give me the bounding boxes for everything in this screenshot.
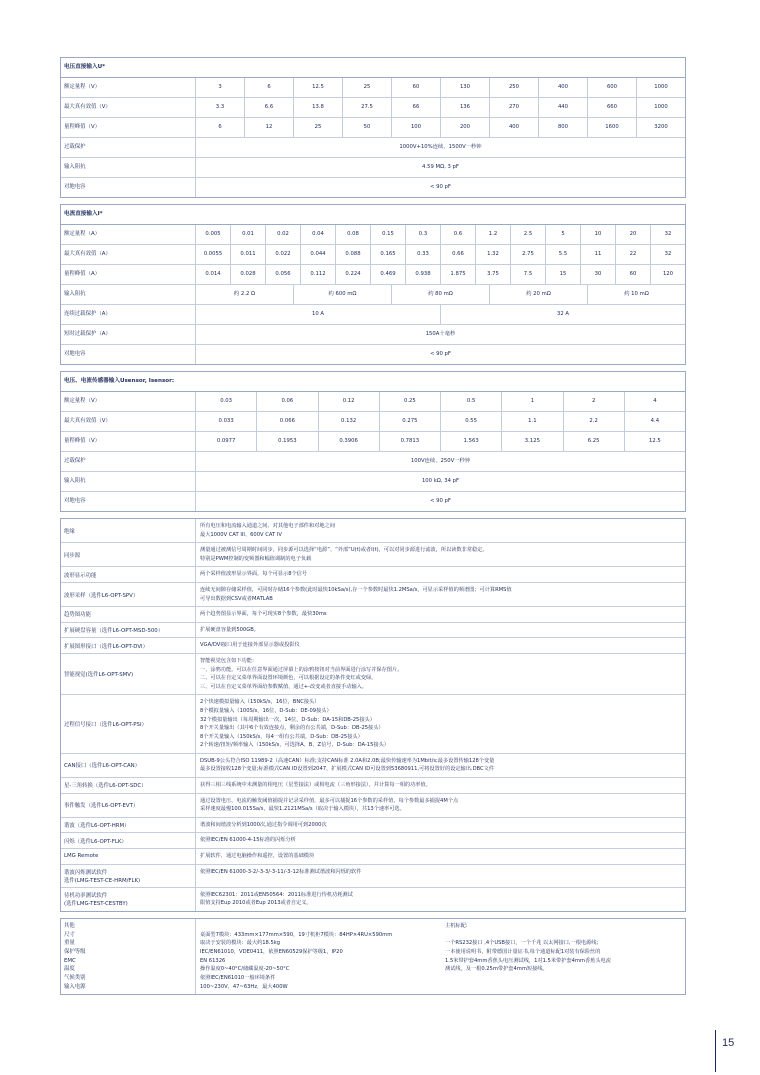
table-cell: 0.7813 (380, 432, 441, 451)
row-label: 量程峰值（V） (61, 432, 196, 451)
impedance-value: 100 kΩ, 34 pF (421, 478, 460, 484)
table-cell: 660 (588, 98, 637, 117)
table-cell: 1600 (588, 118, 637, 137)
table-cell: 3 (196, 78, 245, 97)
short-overload-value: 150A十毫秒 (425, 331, 456, 337)
kit-line: 一个RS232接口 ,4个USB接口，一个千兆 以太网接口,一根电源线; (445, 940, 599, 947)
row-label: 过载保护 (61, 452, 196, 471)
feature-description (196, 654, 685, 694)
feature-label: 事件触发（选件L6-OPT-EVT） (61, 794, 196, 817)
table-cell: 270 (490, 98, 539, 117)
table-cell: 4 (653, 398, 657, 404)
kit-line: 测试线，及一根0.25m带护套4mm短接线。 (445, 966, 548, 973)
table-cell: 12 (245, 118, 294, 137)
table-cell: 0.132 (319, 412, 380, 431)
table-cell: 0.3906 (319, 432, 380, 451)
table-row (61, 472, 685, 492)
feature-label: 闪烁（选件L6-OPT-FLK） (61, 833, 196, 848)
current-input-table (60, 204, 686, 365)
misc-value: 依照IEC/EN61010一般环境条件 (200, 975, 276, 982)
table-cell: 0.275 (380, 412, 441, 431)
table-row (61, 118, 685, 138)
feature-description (196, 833, 685, 848)
table-cell: 60 (616, 265, 651, 284)
table-cell: 10 (581, 225, 616, 244)
feature-line: 谐波和间谐波分析到1000次,通过指令调用可到2000次 (200, 821, 327, 828)
table-row (61, 285, 685, 305)
feature-line: 8个开关量输入（150kS/s，每4一组有公共端，D-Sub：DB-25接头） (200, 733, 363, 740)
table-cell: 6.25 (564, 432, 625, 451)
page-number-divider (715, 1030, 716, 1072)
feature-line: 依照IEC/EN 61000-4-15标准的闪烁分析 (200, 837, 296, 844)
table-cell: 0.224 (336, 265, 371, 284)
feature-description (196, 888, 685, 911)
table-cell: 约 80 mΩ (392, 285, 490, 304)
table-cell: 1.875 (441, 265, 476, 284)
misc-label: 输入电源 (64, 983, 86, 990)
feature-row (61, 833, 685, 849)
table-cell: 100 (392, 118, 441, 137)
misc-table (60, 918, 686, 996)
feature-row (61, 623, 685, 639)
feature-label: 谐波闪烁测试软件 选件(LMG-TEST-CE-HRM/FLK) (61, 865, 196, 887)
table-cell: 60 (392, 78, 441, 97)
table-cell: 约 10 mΩ (624, 291, 649, 297)
table-cell: 0.938 (406, 265, 441, 284)
table-cell: 136 (441, 98, 490, 117)
row-label: 额定量程（A） (61, 225, 196, 244)
row-label: 短时过载保护（A） (61, 325, 196, 344)
feature-label: 谐波（选件L6-OPT-HRM） (61, 818, 196, 833)
feature-line: 所有电压和电流输入通道之间、对其他电子部件和对地之间 (200, 523, 335, 529)
table-cell: 0.66 (441, 245, 476, 264)
row-label: 输入阻抗 (61, 472, 196, 491)
table-row (61, 225, 685, 245)
impedance-cells (196, 285, 685, 304)
kit-line: 1.5米带护套4mm香蕉头电压测试线，1对1.5米带护套4mm香蕉头电流 (445, 957, 611, 964)
table-row (61, 138, 685, 158)
misc-values (196, 919, 441, 995)
feature-row (61, 849, 685, 865)
misc-value: IEC/EN61010，VDE0411，依照EN60529保护等级1，IP20 (200, 948, 343, 955)
table-cell: 12.5 (294, 78, 343, 97)
impedance-value: 4.59 MΩ, 3 pF (422, 164, 459, 170)
row-label: 量程峰值（V） (61, 118, 196, 137)
misc-label: 重量 (64, 940, 75, 947)
table-cell: 25 (343, 78, 392, 97)
feature-line: 32个模拟量输出（每周期输出一次，14位，D-Sub：DA-15和DB-25接头） (200, 716, 375, 723)
current-cells (196, 225, 685, 244)
voltage-cells (196, 78, 685, 97)
feature-label: 星-三角转换（选件L6-OPT-SDC） (61, 778, 196, 793)
feature-row (61, 818, 685, 834)
table-cell: 3.3 (196, 98, 245, 117)
table-cell: 约 20 mΩ (490, 285, 588, 304)
feature-description (196, 543, 685, 566)
misc-label: 温度 (64, 966, 75, 973)
row-label: 连续过载保护（A） (61, 305, 196, 324)
feature-description (196, 754, 685, 777)
table-cell: 0.022 (266, 245, 301, 264)
page-number: 15 (722, 1037, 735, 1049)
feature-label: 波形采样（选件L6-OPT-SPV） (61, 583, 196, 606)
table-cell: 1.1 (502, 412, 563, 431)
misc-label: 其他 (64, 922, 75, 929)
feature-line: DSUB-9公头符合ISO 11989-2（高速CAN）标准;支持CAN标准 2.0A和2.0B;最快传输速率为1Mbit/s;最多设置传输128个变量 (200, 757, 495, 764)
feature-line: 依照IEC/EN 61000-3-2/-3-3/-3-11/-3-12标准测试谐波和闪烁的软件 (200, 868, 362, 875)
feature-line: 依照IEC62301：2011或EN50564：2011标准进行待机功耗测试 (200, 891, 353, 898)
table-cell: 0.03 (196, 392, 257, 411)
table-cell: 22 (616, 245, 651, 264)
table-cell: 5 (546, 225, 581, 244)
feature-row (61, 583, 685, 607)
table-cell: 32 (664, 231, 672, 237)
table-cell: 66 (392, 98, 441, 117)
misc-value: 操作温度0~40°C/储藏温度-20~50°C (200, 966, 290, 973)
table-cell: 10 A (196, 305, 441, 324)
feature-row (61, 654, 685, 695)
feature-line: 2个转速/扭矩/频率输入（150kS/s，可选择A、B、Z信号，D-Sub：DA-15接头） (200, 742, 389, 749)
feature-row (61, 567, 685, 583)
table-cell: 0.5 (441, 392, 502, 411)
table-cell: 0.01 (231, 225, 266, 244)
misc-label: 保护等级 (64, 948, 86, 955)
misc-label: 尺寸 (64, 931, 75, 938)
sensor-input-table (60, 371, 686, 512)
feature-line: 特别是PWM控制的变频器和幅值调制的电子负载 (200, 555, 312, 562)
table-cell: 0.165 (371, 245, 406, 264)
table-cell: 800 (539, 118, 588, 137)
table-cell: 0.08 (336, 225, 371, 244)
table-cell: 0.06 (257, 392, 318, 411)
table-cell: 0.33 (406, 245, 441, 264)
table-row (61, 78, 685, 98)
table-cell: 0.011 (231, 245, 266, 264)
table-cell: 50 (343, 118, 392, 137)
voltage-section-title: 电压直接输入U* (61, 58, 685, 78)
feature-description (196, 638, 685, 653)
feature-label: 扩展图形接口（选件L6-OPT-DVI） (61, 638, 196, 653)
standard-kit (441, 919, 685, 995)
spec-page (60, 57, 686, 1001)
table-cell: 15 (546, 265, 581, 284)
table-row (61, 392, 685, 412)
table-cell: 600 (588, 78, 637, 97)
table-row (61, 265, 685, 285)
table-cell: 6 (196, 118, 245, 137)
feature-label: CAN接口（选件L6-OPT-CAN） (61, 754, 196, 777)
table-cell: 0.15 (371, 225, 406, 244)
kit-line (445, 931, 681, 940)
feature-description (196, 865, 685, 887)
table-cell: 400 (490, 118, 539, 137)
table-cell: 1 (502, 392, 563, 411)
table-cell: 32 (664, 251, 672, 257)
table-cell: 2.5 (511, 225, 546, 244)
current-cells (196, 245, 685, 264)
table-row (61, 98, 685, 118)
feature-line: 采样速度最慢100.015Sa/s，最快1.2121MSa/s（取决于输入模块），共13个速率可选。 (200, 806, 405, 813)
feature-row (61, 888, 685, 911)
feature-label: 趋势图功能 (61, 607, 196, 622)
sensor-cells (196, 432, 685, 451)
table-cell: 0.088 (336, 245, 371, 264)
table-cell: 0.1953 (257, 432, 318, 451)
feature-line: 8个开关量输出（其中6个有效连接点，剩余的有公共端，D-Sub：DB-25接头） (200, 725, 384, 732)
table-cell: 30 (581, 265, 616, 284)
ground-capacitance-value: < 90 pF (430, 351, 451, 357)
feature-line: 两个趋势图显示界面，每个可现实8个参数，最快30ms (200, 611, 327, 618)
table-cell: 440 (539, 98, 588, 117)
table-cell: 32 A (556, 311, 570, 317)
feature-description (196, 583, 685, 606)
feature-line: 2个快速模拟量输入（150kS/s，16位，BNC接头） (200, 699, 320, 706)
misc-label: 气候类别 (64, 975, 86, 982)
row-label: 输入阻抗 (61, 285, 196, 304)
overload-value: 1000V+10%连续、1500V一秒钟 (399, 144, 482, 150)
table-cell: 0.12 (319, 392, 380, 411)
feature-row (61, 695, 685, 754)
voltage-input-table (60, 57, 686, 198)
kit-line: 主机标配: (445, 922, 468, 929)
table-cell: 6.6 (245, 98, 294, 117)
feature-label: 波形显示功能 (61, 567, 196, 582)
feature-line: 最大1000V CAT III、600V CAT IV (200, 531, 282, 538)
feature-label: 智能视觉(选件L6-OPT-SMV) (61, 654, 196, 694)
row-label: 量程峰值（A） (61, 265, 196, 284)
feature-label: 绝缘 (61, 519, 196, 542)
table-cell: 4.4 (650, 418, 660, 424)
row-label: 额定量程（V） (61, 392, 196, 411)
table-cell: 130 (441, 78, 490, 97)
current-section-title: 电流直接输入I* (61, 205, 685, 225)
table-row (61, 452, 685, 472)
misc-value: EN 61326 (200, 957, 226, 964)
row-label: 最大真有效值（V） (61, 98, 196, 117)
sensor-section-title: 电压、电流传感器输入Usensor, Isensor: (61, 372, 685, 392)
ground-capacitance-value: < 90 pF (430, 184, 451, 190)
table-cell: 12.5 (648, 438, 661, 444)
feature-line: 三、可以在自定义菜单界面给参数赋值，通过+-改变或者直接手动输入。 (200, 683, 368, 690)
feature-row (61, 607, 685, 623)
table-cell: 120 (662, 271, 674, 277)
feature-line: VGA/DVI接口用于连接外部显示器或投影仪 (200, 642, 300, 649)
feature-row (61, 543, 685, 567)
table-row (61, 305, 685, 325)
feature-description (196, 567, 685, 582)
table-cell: 1.32 (476, 245, 511, 264)
row-label: 对地电容 (61, 492, 196, 511)
feature-row (61, 794, 685, 818)
feature-label: 同步源 (61, 543, 196, 566)
feature-description (196, 794, 685, 817)
feature-line: 一、涂鸦功能。可以在任意界面通过屏幕上的涂鸦按钮对当前界面进行涂写并保存图片。 (200, 666, 403, 673)
table-cell: 1.563 (441, 432, 502, 451)
row-label: 最大真有效值（A） (61, 245, 196, 264)
kit-line: 一本使用说明书，附带德国计量证书,每个通道标配1对装有保险丝的 (445, 948, 601, 955)
table-cell: 25 (294, 118, 343, 137)
feature-row (61, 638, 685, 654)
table-cell: 0.028 (231, 265, 266, 284)
feature-description (196, 849, 685, 864)
feature-line: 最多设置接收128个变量;标准模式CAN ID设置到2047，扩展模式CAN ID可设置到53680911,可将设置好的设定输出.DBC文件 (200, 766, 495, 773)
voltage-cells (196, 98, 685, 117)
feature-description (196, 818, 685, 833)
feature-label: 待机功率测试软件 (选件LMG-TEST-CESTBY) (61, 888, 196, 911)
table-cell: 20 (616, 225, 651, 244)
table-cell: 0.0055 (196, 245, 231, 264)
sensor-cells (196, 392, 685, 411)
table-cell: 13.8 (294, 98, 343, 117)
table-cell: 3.125 (502, 432, 563, 451)
feature-line: 可导出数据到CSV或者MATLAB (200, 595, 273, 602)
feature-description (196, 623, 685, 638)
sensor-cells (196, 412, 685, 431)
table-cell: 2 (564, 392, 625, 411)
table-cell: 0.3 (406, 225, 441, 244)
table-row (61, 325, 685, 345)
feature-line: 二、可以在自定义菜单界面设置环境颜色，可以根据设定的条件变红或变绿。 (200, 675, 377, 682)
table-cell: 1000 (654, 84, 668, 90)
table-cell: 0.55 (441, 412, 502, 431)
feature-description (196, 778, 685, 793)
feature-label: LMG Remote (61, 849, 196, 864)
feature-row (61, 754, 685, 778)
table-row (61, 245, 685, 265)
feature-label: 扩展硬盘容量（选件L6-OPT-MSD-500） (61, 623, 196, 638)
table-row (61, 158, 685, 178)
table-cell: 11 (581, 245, 616, 264)
table-cell: 0.04 (301, 225, 336, 244)
table-cell: 6 (245, 78, 294, 97)
feature-line: 两个采样值波形显示界面，每个可显示8个信号 (200, 571, 308, 578)
table-cell: 2.2 (564, 412, 625, 431)
table-cell: 0.044 (301, 245, 336, 264)
voltage-cells (196, 118, 685, 137)
ground-capacitance-value: < 90 pF (430, 498, 451, 504)
table-cell: 0.033 (196, 412, 257, 431)
table-cell: 0.0977 (196, 432, 257, 451)
table-cell: 2.75 (511, 245, 546, 264)
feature-row (61, 865, 685, 888)
table-cell: 27.5 (343, 98, 392, 117)
row-label: 过载保护 (61, 138, 196, 157)
misc-value (200, 922, 437, 931)
table-cell: 400 (539, 78, 588, 97)
feature-line: 获得三相三线系统中未测量的相电压（星型接法）或相电流（三角形接法），并计算每一相的功率值。 (200, 782, 431, 789)
table-cell: 0.25 (380, 392, 441, 411)
table-cell: 0.02 (266, 225, 301, 244)
misc-label: EMC (64, 957, 76, 964)
row-label: 最大真有效值（V） (61, 412, 196, 431)
table-cell: 1.2 (476, 225, 511, 244)
feature-description (196, 607, 685, 622)
table-cell: 1000 (654, 104, 668, 110)
table-cell: 200 (441, 118, 490, 137)
row-label: 额定量程（V） (61, 78, 196, 97)
table-row (61, 345, 685, 364)
feature-row (61, 778, 685, 794)
feature-line: 扩展硬盘容量到500GB。 (200, 626, 259, 633)
misc-value: 取决于安装的模块：最大约18.5kg (200, 940, 281, 947)
continuous-overload-cells (196, 305, 685, 324)
misc-row (61, 919, 685, 995)
table-cell: 0.469 (371, 265, 406, 284)
feature-line: 通过设置电压、电流的触发阈值捕捉并记录采样值，最多可以捕捉16个参数的采样值，每个参数最多捕捉4M个点 (200, 797, 459, 804)
table-cell: 0.056 (266, 265, 301, 284)
feature-line: 扩展软件，通过电脑操作和遥控，设置的基础模块 (200, 853, 315, 860)
row-label: 对地电容 (61, 178, 196, 197)
feature-row (61, 519, 685, 543)
misc-value: 桌面型7模块：433mm×177mm×590，19寸机柜7模块：84HP×4RU×590mm (200, 931, 393, 938)
features-table (60, 518, 686, 912)
table-cell: 3.75 (476, 265, 511, 284)
current-cells (196, 265, 685, 284)
table-cell: 0.005 (196, 225, 231, 244)
table-row (61, 492, 685, 511)
table-row (61, 412, 685, 432)
table-row (61, 178, 685, 197)
row-label: 对地电容 (61, 345, 196, 364)
table-cell: 7.5 (511, 265, 546, 284)
table-cell: 约 2.2 Ω (196, 285, 294, 304)
table-cell: 0.066 (257, 412, 318, 431)
table-cell: 3200 (654, 124, 668, 130)
feature-line: 8个模拟量输入（100S/s，16位，D-Sub：DE-09接头） (200, 707, 332, 714)
feature-line: 测量通过被测信号周期时间同步。同步源可以选择“电源”、“外部”U(t)或者I(t)，可以对同步源进行滤波，所以读数非常稳定。 (200, 547, 488, 554)
table-cell: 0.014 (196, 265, 231, 284)
feature-description (196, 519, 685, 542)
misc-value: 100~230V，47~63Hz，最大400W (200, 983, 288, 990)
feature-label: 过程信号接口（选件L6-OPT-PSI） (61, 695, 196, 753)
overload-value: 100V连续、250V一秒钟 (410, 458, 471, 464)
row-label: 输入阻抗 (61, 158, 196, 177)
misc-labels (61, 919, 196, 995)
feature-line: 智能视觉包含如下功能： (200, 657, 258, 664)
table-cell: 0.6 (441, 225, 476, 244)
table-cell: 5.5 (546, 245, 581, 264)
feature-description (196, 695, 685, 753)
feature-line: 限值支持Eup 2010或者Eup 2013或者自定义。 (200, 900, 312, 907)
table-cell: 0.112 (301, 265, 336, 284)
feature-line: 连续无间隙存储采样值，可同时存储16个参数(此时最快10kSa/s),存一个参数时最快1.2MSa/s，可显示采样值的频谱图；可计算RMS值 (200, 586, 512, 593)
table-row (61, 432, 685, 452)
table-cell: 约 600 mΩ (294, 285, 392, 304)
table-cell: 250 (490, 78, 539, 97)
